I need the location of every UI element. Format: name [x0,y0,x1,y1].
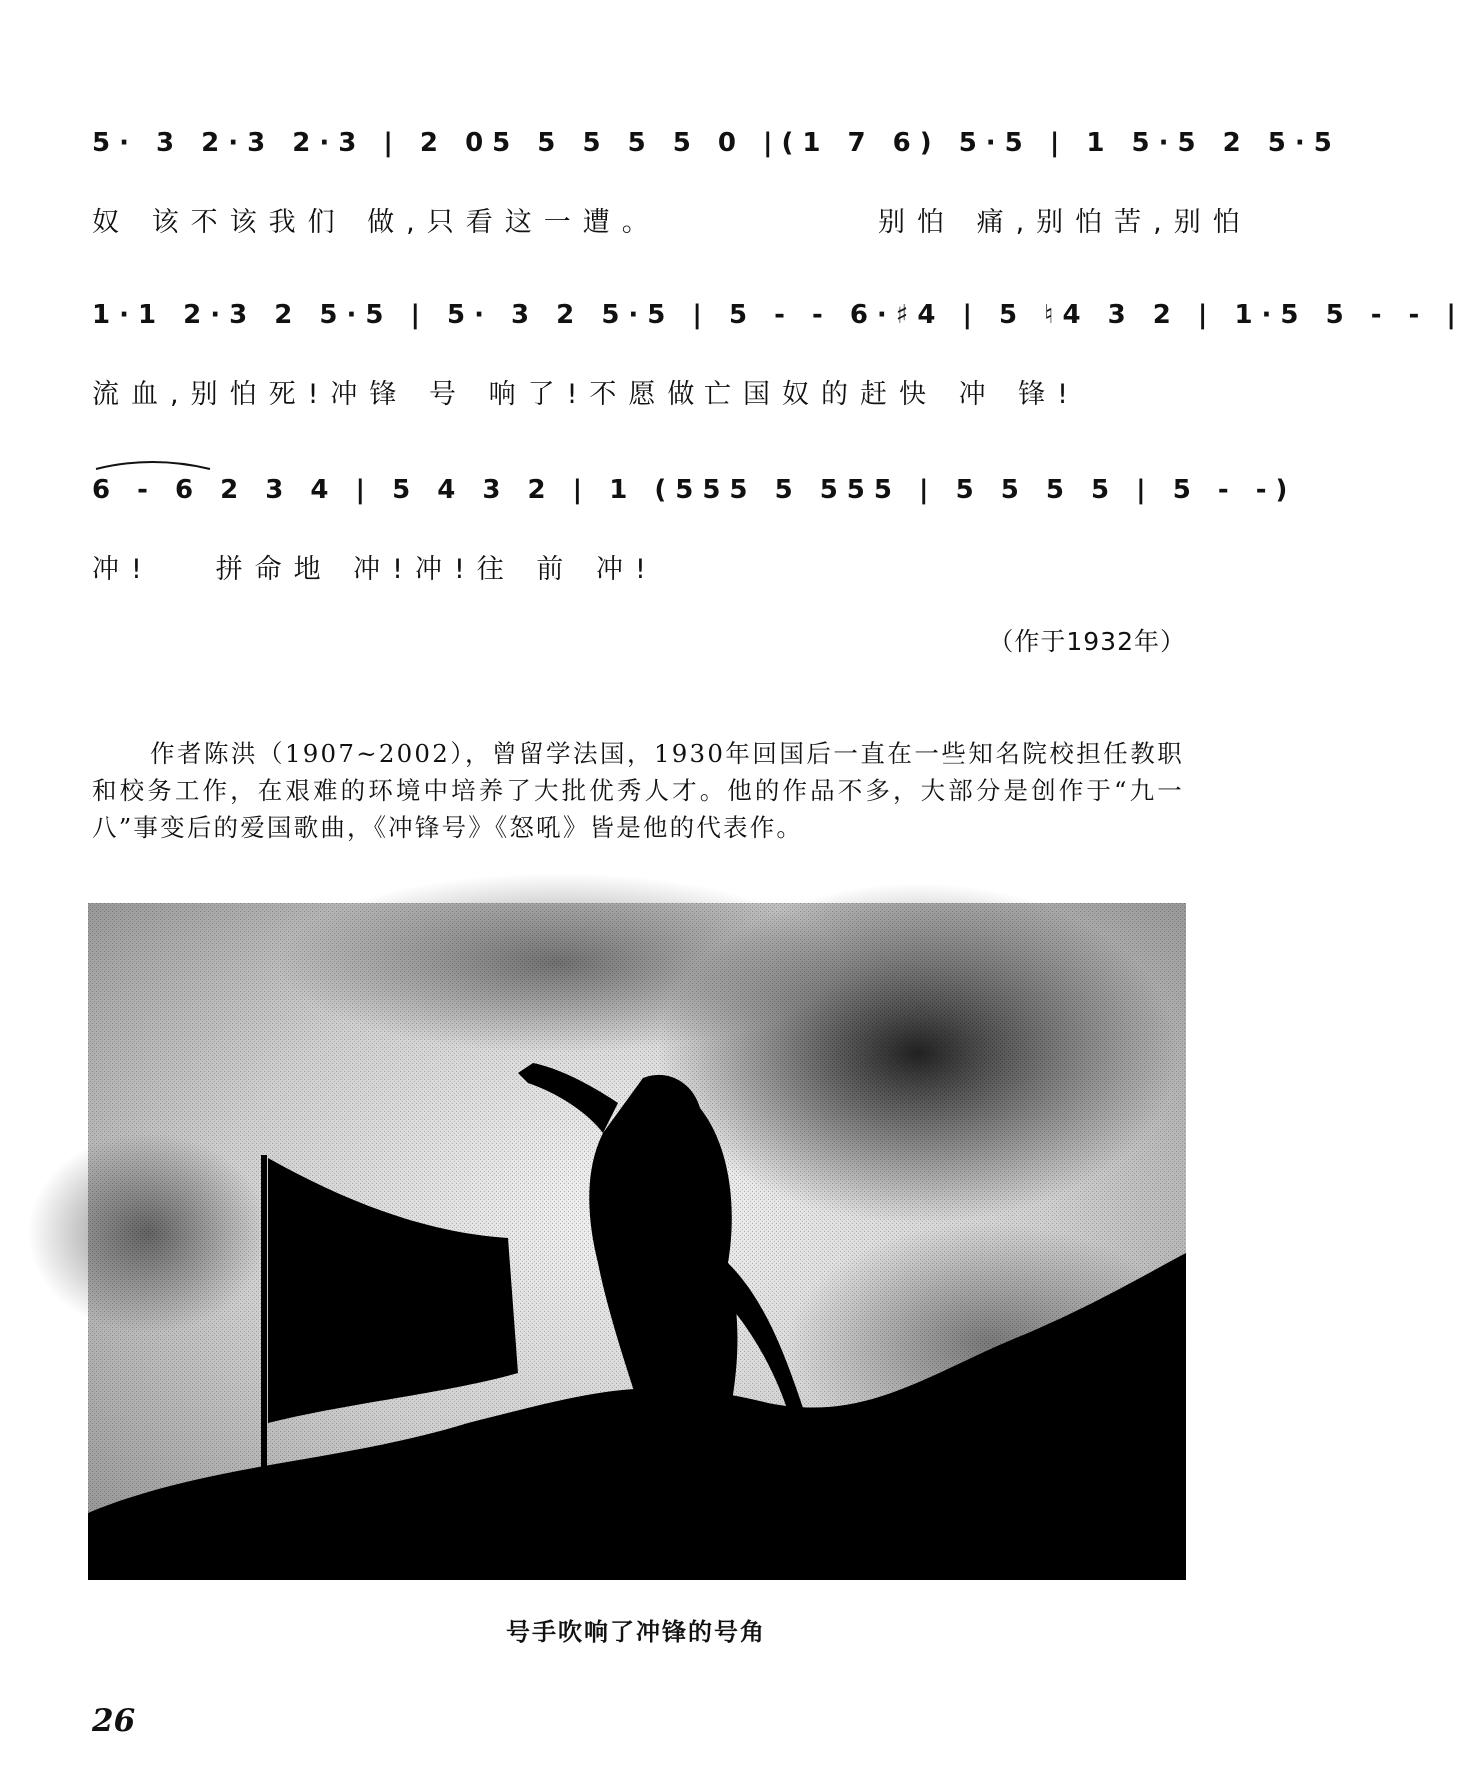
lyrics-row [92,547,1182,599]
notation-row [92,300,1465,352]
lyrics-text-right: 别怕 痛,别怕苦,别怕 [878,207,1252,238]
lyrics-text-right: 亡国奴的赶快 冲 锋! [704,379,1080,410]
photo-caption: 号手吹响了冲锋的号角 [506,1618,766,1646]
notation-text: 1·1 2·3 2 5·5 | 5· 3 2 5·5 | 5 - - 6·♯4 | 5 ♮4 3 2 | 1·5 5 - - | [92,300,1465,330]
notation-text: 5· 3 2·3 2·3 | 2 05 5 5 5 5 0 |(1 7 6) 5·5 | 1 5·5 2 5·5 [92,128,1341,158]
lyrics-text: 流血,别怕死!冲锋 号 响了!不愿做 [92,379,707,410]
bugler-photo [88,903,1186,1580]
notation-row [92,475,1297,527]
score-line-2 [92,300,1465,424]
lyrics-row [92,372,1182,424]
lyrics-row [92,200,1252,252]
lyrics-text: 冲! 拼命地 冲!冲!往 前 冲! [92,554,658,585]
score-line-3 [92,475,1297,599]
lyrics-text: 奴 该不该我们 做,只看这一遭。 [92,207,661,238]
notation-row [92,128,1341,180]
notation-text: 6 - 6 2 3 4 | 5 4 3 2 | 1 (555 5 555 | 5 5 5 5 | 5 - -) [92,475,1297,505]
score-line-1 [92,128,1341,252]
slur-mark [92,453,352,473]
page-number: 26 [92,1703,136,1739]
composition-date: （作于1932年） [988,627,1186,656]
author-biography: 作者陈洪（1907~2002），曾留学法国，1930年回国后一直在一些知名院校担任教职和校务工作，在艰难的环境中培养了大批优秀人才。他的作品不多，大部分是创作于“九一八”事变后的爱国歌曲，《冲锋号》《怒吼》皆是他的代表作。 [92,739,1184,842]
